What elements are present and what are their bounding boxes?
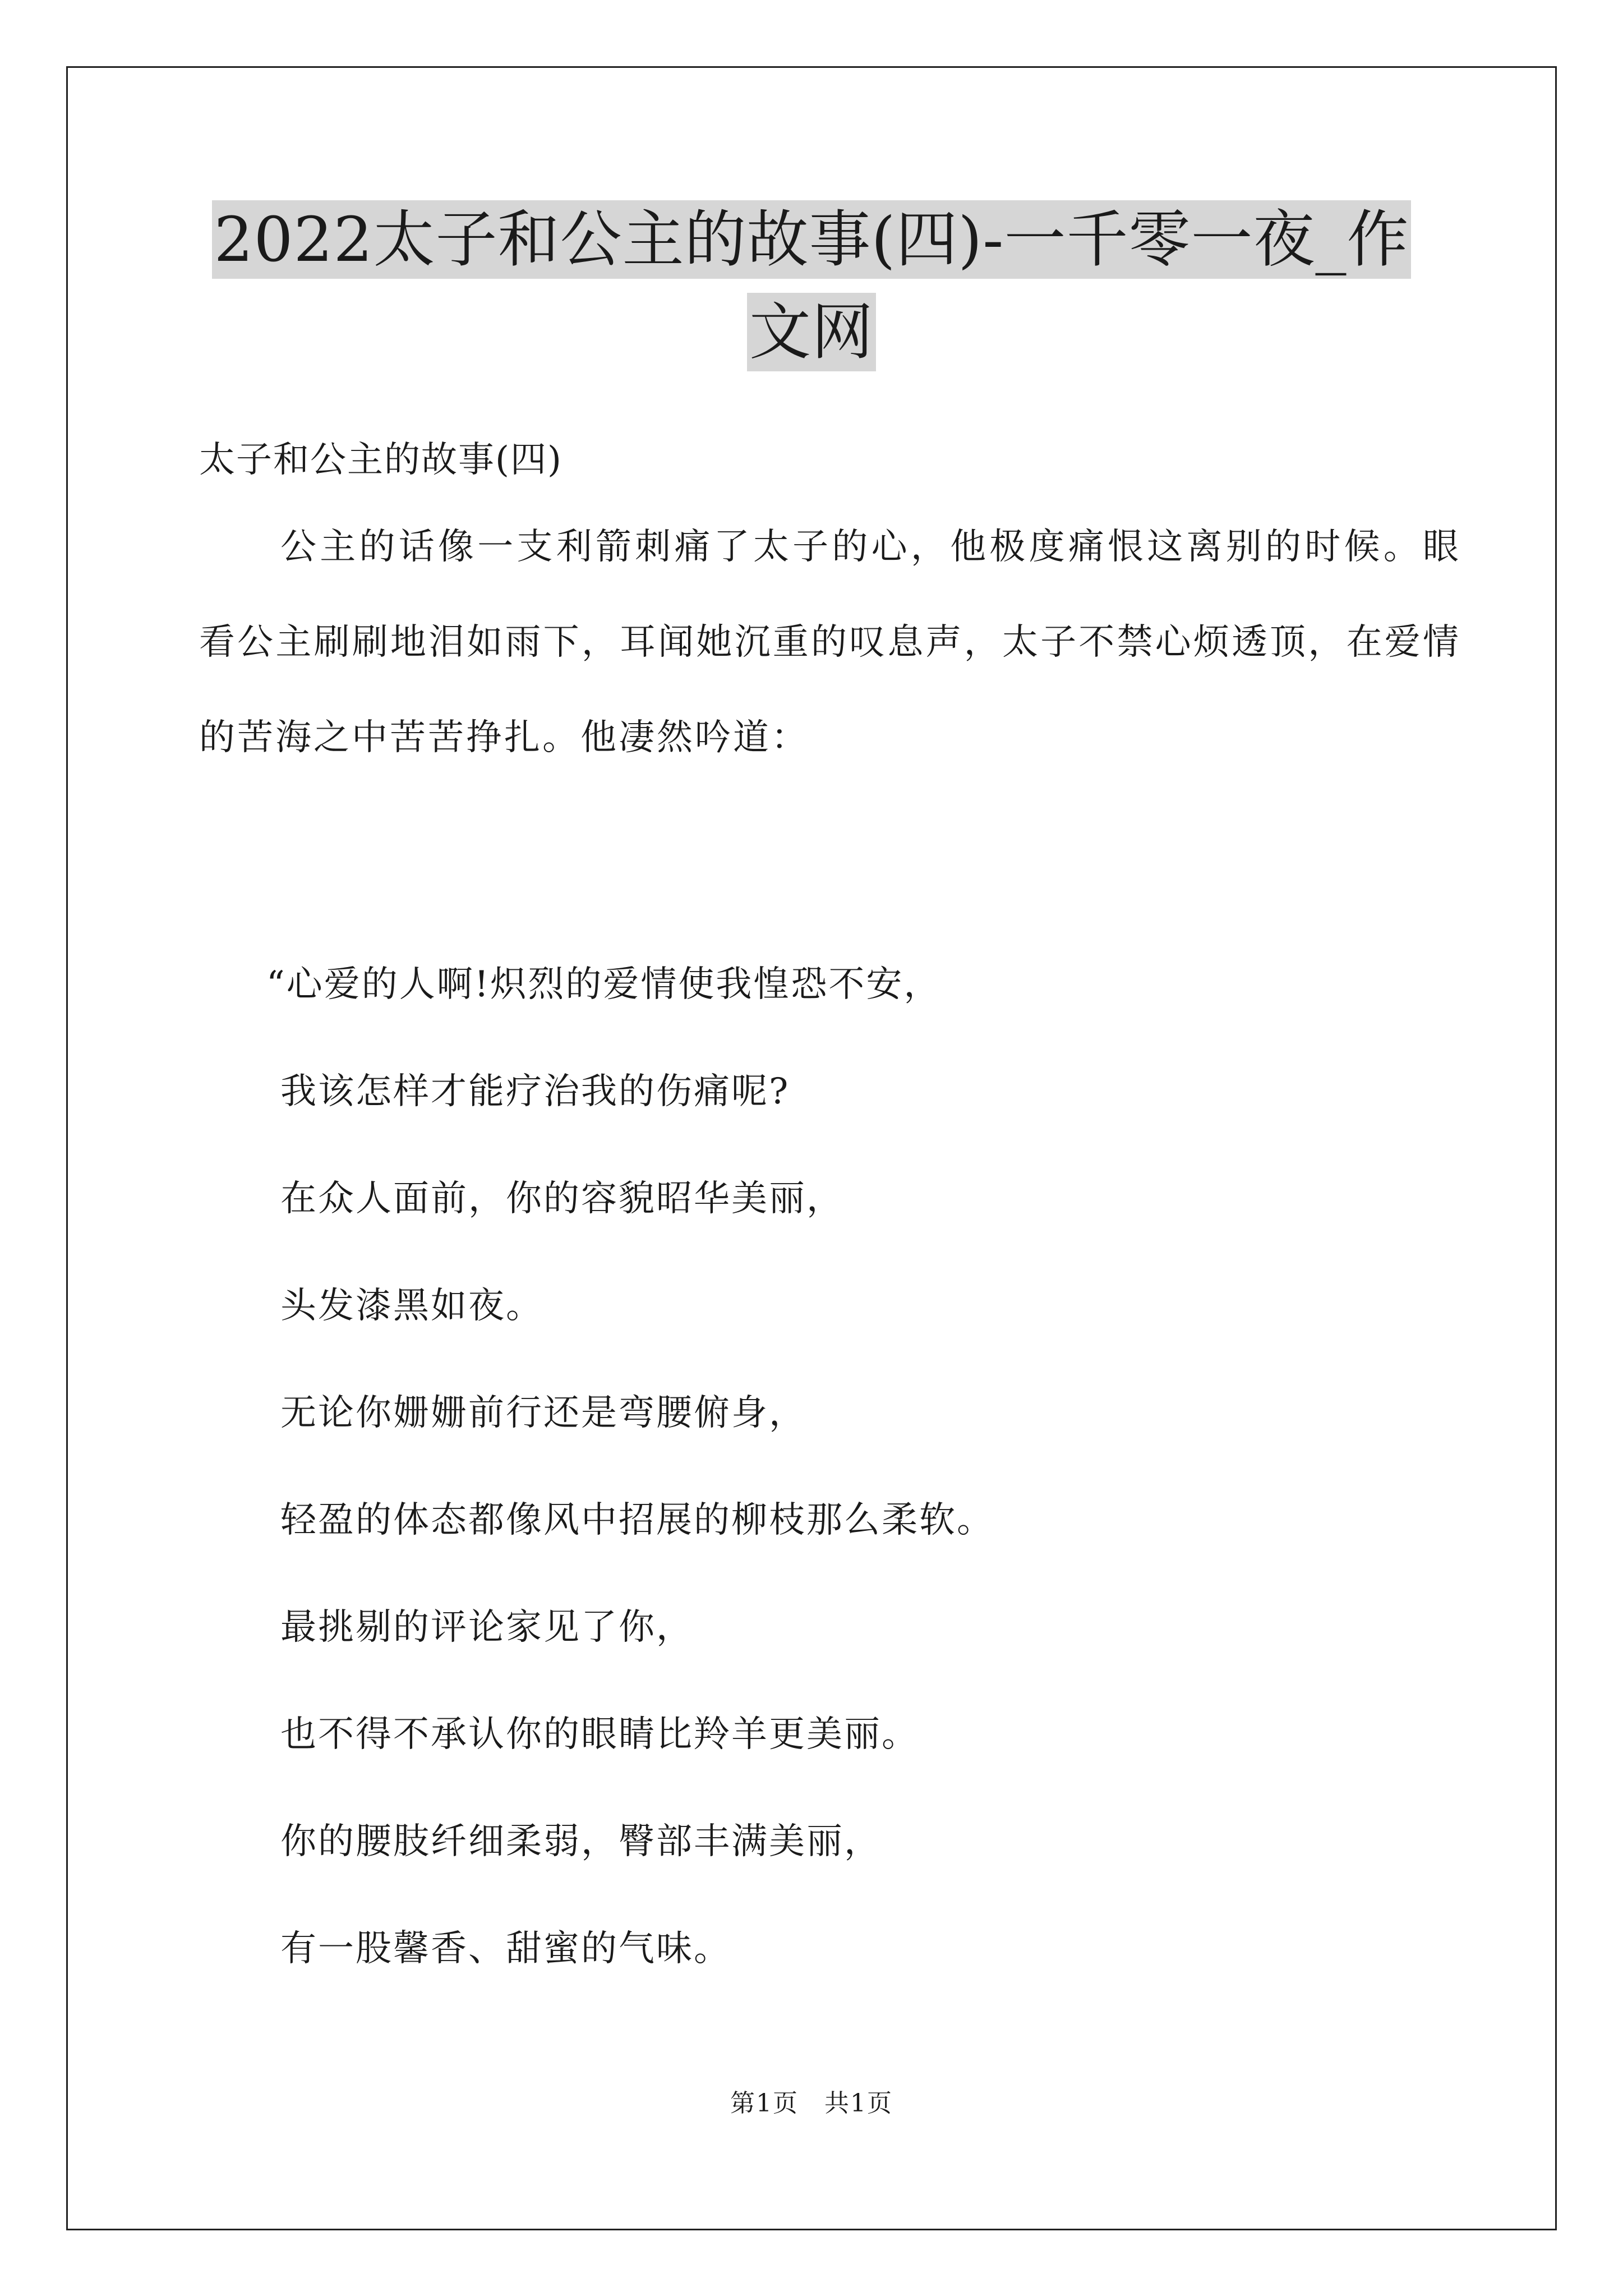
poem-line: 头发漆黑如夜。 [280, 1285, 543, 1327]
title-text: 2022太子和公主的故事(四)-一千零一夜_作文网 [212, 200, 1412, 371]
poem-line: 你的腰肢纤细柔弱，臀部丰满美丽， [280, 1821, 882, 1862]
poem-line: “心爱的人啊!炽烈的爱情使我惶恐不安， [266, 964, 942, 1005]
poem [199, 959, 1433, 2031]
poem-line: 我该怎样才能疗治我的伤痛呢? [280, 1071, 790, 1112]
poem-line: 无论你姗姗前行还是弯腰俯身， [280, 1392, 806, 1434]
poem-line: 也不得不承认你的眼睛比羚羊更美丽。 [280, 1714, 919, 1755]
page-title [196, 194, 1427, 379]
subtitle: 太子和公主的故事(四) [199, 439, 562, 481]
page-footer: 第1页 共1页 [730, 2089, 893, 2118]
poem-line: 轻盈的体态都像风中招展的柳枝那么柔软。 [280, 1499, 994, 1541]
poem-line: 在众人面前，你的容貌昭华美丽， [280, 1178, 844, 1220]
body-paragraph: 公主的话像一支利箭刺痛了太子的心，他极度痛恨这离别的时候。眼看公主刷刷地泪如雨下，耳闻她沉重的叹息声，太子不禁心烦透顶，在爱情的苦海之中苦苦挣扎。他凄然吟道： [199, 526, 1461, 758]
poem-line: 有一股馨香、甜蜜的气味。 [280, 1928, 731, 1970]
poem-line: 最挑剔的评论家见了你， [280, 1607, 694, 1648]
